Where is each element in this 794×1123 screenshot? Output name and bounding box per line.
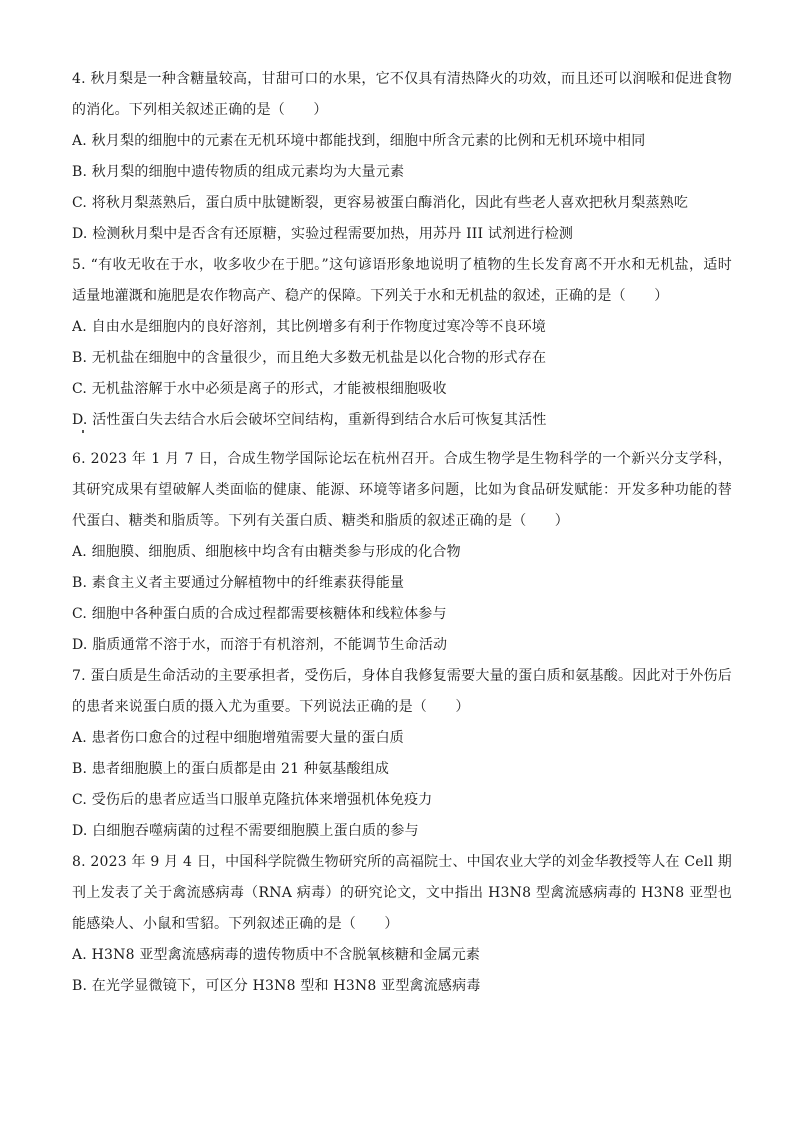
question-5 (72, 250, 732, 436)
option-b: B. 秋月梨的细胞中遗传物质的组成元素均为大量元素 (72, 164, 405, 180)
option-d: D. 脂质通常不溶于水，而溶于有机溶剂，不能调节生命活动 (72, 637, 448, 653)
question-stem: 7. 蛋白质是生命活动的主要承担者，受伤后，身体自我修复需要大量的蛋白质和氨基酸。因此对于外伤后的患者来说蛋白质的摄入尤为重要。下列说法正确的是（ ） (72, 668, 732, 715)
option-c: C. 将秋月梨蒸熟后，蛋白质中肽键断裂，更容易被蛋白酶消化，因此有些老人喜欢把秋月梨蒸熟吃 (72, 195, 689, 211)
option-d: D. 检测秋月梨中是否含有还原糖，实验过程需要加热，用苏丹 III 试剂进行检测 (72, 226, 574, 242)
question-list (72, 64, 732, 1002)
question-stem: 5. “有收无收在于水，收多收少在于肥。”这句谚语形象地说明了植物的生长发育离不开水和无机盐，适时适量地灌溉和施肥是农作物高产、稳产的保障。下列关于水和无机盐的叙述，正确的是（ ） (72, 257, 732, 304)
option-a: A. H3N8 亚型禽流感病毒的遗传物质中不含脱氧核糖和金属元素 (72, 947, 481, 963)
option-b: B. 无机盐在细胞中的含量很少，而且绝大多数无机盐是以化合物的形式存在 (72, 350, 547, 366)
question-7 (72, 661, 732, 847)
option-a: A. 自由水是细胞内的良好溶剂，其比例增多有利于作物度过寒冷等不良环境 (72, 319, 547, 335)
option-c: C. 细胞中各种蛋白质的合成过程都需要核糖体和线粒体参与 (72, 606, 447, 622)
question-6 (72, 444, 732, 661)
question-8 (72, 847, 732, 1002)
question-stem: 8. 2023 年 9 月 4 日，中国科学院微生物研究所的高福院士、中国农业大学的刘金华教授等人在 Cell 期刊上发表了关于禽流感病毒（RNA 病毒）的研究论文，文中指出 H3N8 型禽流感病毒的 H3N8 亚型也能感染人、小鼠和雪貂。下列叙述正确的是（ ） (72, 854, 732, 932)
question-stem: 4. 秋月梨是一种含糖量较高，甘甜可口的水果，它不仅具有清热降火的功效，而且还可以润喉和促进食物的消化。下列相关叙述正确的是（ ） (72, 71, 732, 118)
question-stem: 6. 2023 年 1 月 7 日，合成生物学国际论坛在杭州召开。合成生物学是生物科学的一个新兴分支学科，其研究成果有望破解人类面临的健康、能源、环境等诸多问题，比如为食品研发赋能：开发多种功能的替代蛋白、糖类和脂质等。下列有关蛋白质、糖类和脂质的叙述正确的是（ ） (72, 451, 732, 529)
option-a: A. 患者伤口愈合的过程中细胞增殖需要大量的蛋白质 (72, 730, 405, 746)
spacer (72, 436, 732, 444)
option-c: C. 受伤后的患者应适当口服单克隆抗体来增强机体免疫力 (72, 792, 433, 808)
option-b: B. 素食主义者主要通过分解植物中的纤维素获得能量 (72, 575, 405, 591)
option-b: B. 患者细胞膜上的蛋白质都是由 21 种氨基酸组成 (72, 761, 390, 777)
option-c: C. 无机盐溶解于水中必须是离子的形式，才能被根细胞吸收 (72, 381, 447, 397)
option-d: D. 白细胞吞噬病菌的过程不需要细胞膜上蛋白质的参与 (72, 823, 419, 839)
option-a: A. 秋月梨的细胞中的元素在无机环境中都能找到，细胞中所含元素的比例和无机环境中相同 (72, 133, 646, 149)
option-b: B. 在光学显微镜下，可区分 H3N8 型和 H3N8 亚型禽流感病毒 (72, 978, 481, 994)
option-a: A. 细胞膜、细胞质、细胞核中均含有由糖类参与形成的化合物 (72, 544, 461, 560)
option-d: D. 活性蛋白失去结合水后会破坏空间结构，重新得到结合水后可恢复其活性 (72, 412, 547, 428)
question-4 (72, 64, 732, 250)
